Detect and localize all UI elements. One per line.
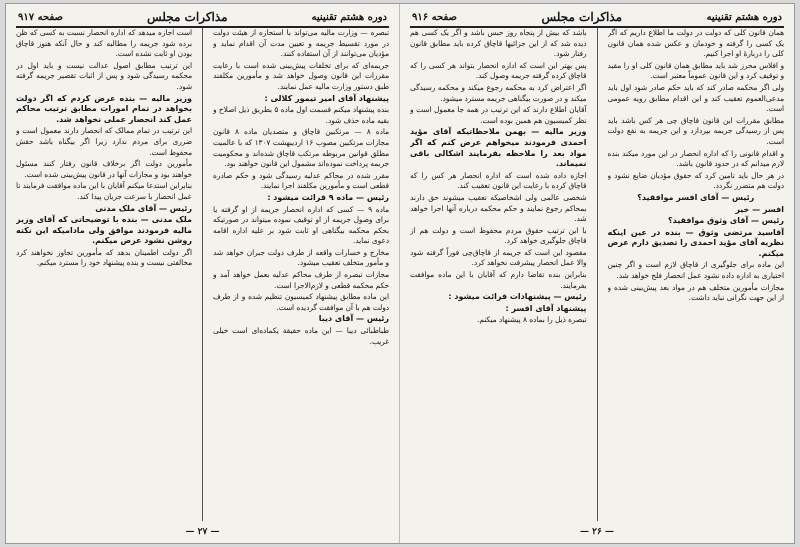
right-page-number: — ۲۶ — — [580, 527, 614, 537]
paragraph: این ترتیب مطابق اصول عدالت نیست و باید اول در محکمه رسیدگی شود و پس از اثبات تقصیر جریمه گرفته شود. — [16, 60, 192, 91]
paragraph: همان قانون کلی که دولت در دولت ما اطلاع داریم که اگر یک کسی را گرفته و خودمان و عکس شده همان قانون کلی را دربارهٔ او اجرا کنیم. — [607, 28, 784, 59]
speaker-line: رئیس — ماده ۹ قرائت میشود : — [267, 192, 389, 202]
paragraph: بنابراین استدعا میکنم آقایان با این ماده موافقت فرمایند تا عمل انحصار با سرعت جریان پیدا کند. — [16, 181, 192, 201]
speaker-line: آقاسید مرتضی وثوق — بنده در عین اینکه نظریه آقای مؤید احمدی را تصدیق دارم عرض میکنم. — [607, 227, 784, 258]
paragraph: تبصره — وزارت مالیه می‌تواند با استجازه از هیئت دولت در مورد تقسیط جریمه و تعیین مدت آن اقدام نماید و مؤدیان می‌توانند از آن استفاده کنند. — [213, 28, 389, 59]
speaker-line: پیشنهاد آقای افسر : — [505, 303, 587, 313]
right-page-column-right — [608, 28, 785, 521]
paragraph: مطابق مقررات این قانون قاچاق چی هر کس باشد باید پس از رسیدگی جریمه بپردازد و این جریمه به نفع دولت است. — [607, 115, 784, 146]
paragraph: این ماده برای جلوگیری از قاچاق لازم است و اگر چنین اختیاری به اداره داده نشود عمل انحصار فلج خواهد شد. — [607, 260, 784, 281]
speaker-line: ملک مدنی — بنده با توضیحاتی که آقای وزیر مالیه فرمودند موافق ولی مادامیکه این نکته روشن نشود عرض میکنم. — [16, 215, 192, 246]
left-page-column-right — [213, 28, 389, 521]
paragraph: اگر اعتراض کرد به محکمه رجوع میکند و محکمه رسیدگی میکند و در صورت بیگناهی جریمه مسترد میشود. — [410, 82, 587, 103]
speaker-line: رئیس — آقای وثوق موافقید؟ — [667, 216, 784, 226]
right-header-session: دوره هشتم تقنینیه — [706, 11, 782, 23]
paragraph: ماده ۹ — کسی که اداره انحصار جریمه از او گرفته یا برای وصول جریمه از او توقیف نموده میتواند در صورتیکه بحکم محکمه بیگناهی او ثابت شود بر علیه اداره اقامه دعوی نماید. — [213, 204, 389, 246]
paragraph: شخصی عالمی ولی اشخاصیکه تعقیب میشوند حق دارند بمحاکم رجوع نمایند و حکم محکمه درباره آنها اجرا خواهد شد. — [410, 192, 587, 224]
left-header-session: دوره هشتم تقنینیه — [311, 11, 387, 23]
left-page-number: — ۲۷ — — [185, 527, 220, 537]
right-page-columns — [410, 28, 784, 521]
speaker-line: رئیس — آقای افسر موافقید؟ — [637, 192, 755, 202]
left-page — [6, 4, 400, 543]
paragraph: باشد که بیش از پنجاه روز حبس باشد و اگر یک کسی هم دیده شد که از این جزائیها قاچاق کرده باید مطابق قانون رفتار شود. — [410, 28, 587, 59]
paragraph: بنده پیشنهاد میکنم قسمت اول ماده ۵ بطریق ذیل اصلاح و بقیه ماده حذف شود. — [213, 105, 389, 125]
paragraph: این ماده مطابق پیشنهاد کمیسیون تنظیم شده و از طرف دولت هم با آن موافقت گردیده است. — [213, 292, 389, 312]
paragraph: مأمورین دولت اگر برخلاف قانون رفتار کنند مسئول خواهند بود و مجازات آنها در قانون پیش‌بینی شده است. — [16, 159, 192, 179]
left-page-columns — [16, 28, 389, 521]
speaker-line: وزیر مالیه — بهمن ملاحظاتیکه آقای مؤید احمدی فرمودند میخواهم عرض کنم که اگر مواد بعد را ملاحظه بفرمایند اشکالی باقی نمیماند. — [410, 127, 587, 169]
paragraph: طباطبائی دیبا — این ماده حقیقة یکماده‌ای است خیلی غریب. — [213, 326, 389, 346]
paragraph: مقصود این است که جریمه از قاچاق‌چی فوراً گرفته شود والا عمل انحصار پیشرفت نخواهد کرد. — [410, 247, 587, 268]
paragraph: بنابراین بنده تقاضا دارم که آقایان با این ماده موافقت بفرمایند. — [410, 270, 587, 290]
paragraph: مقرر شده در محاکم عدلیه رسیدگی شود و حکم صادره قطعی است و مأمورین مکلفند اجرا نمایند. — [213, 170, 389, 191]
paragraph: مجازات تبصره از طرف محاکم عدلیه بعمل خواهد آمد و حکم محکمه قطعی و لازم‌الاجرا است. — [213, 270, 389, 290]
paragraph: ماده ۸ — مرتکبین قاچاق و متصدیان ماده ۸ قانون مجازات مرتکبین مصوب ۱۶ اردیبهشت ۱۳۰۷ که با عالمیت مطلق قوانین مربوطه مرتکب قاچاق شده‌اند و محکومیت جریمه پرداخت نموده‌اند مشمول این قانون خواهند بود. — [213, 127, 389, 169]
speaker-line: رئیس — آقای ملک مدنی — [95, 203, 192, 213]
right-page-footer — [410, 527, 784, 537]
left-page-footer — [16, 527, 389, 537]
speaker-line: رئیس — پیشنهادات قرائت میشود : — [448, 292, 587, 302]
right-page — [400, 4, 794, 543]
right-page-column-left — [410, 28, 587, 521]
paragraph: ولی اگر محکمه صادر کند که باید حکم صادر شود اول باید مدعی‌العموم تعقیب کند و این اقدام مطابق رویه عمومی است. — [607, 82, 784, 114]
book-spread — [6, 4, 794, 543]
right-header-page-label: صفحه ۹۱۶ — [412, 11, 457, 23]
paragraph: با این ترتیب حقوق مردم محفوظ است و دولت هم از قاچاق جلوگیری خواهد کرد. — [410, 225, 587, 246]
paragraph: پس بهتر این است که اداره انحصار بتواند هر کسی را که قاچاق کرده گرفته جریمه وصول کند. — [410, 60, 587, 81]
left-header-page-label: صفحه ۹۱۷ — [18, 11, 63, 23]
speaker-line: وزیر مالیه — بنده عرض کردم که اگر دولت بخواهد در تمام امورات مطابق ترتیب محاکم عمل کند انحصار عملی نخواهد شد. — [16, 93, 192, 124]
column-divider — [597, 28, 598, 521]
right-header-title: مذاکرات مجلس — [541, 10, 623, 24]
paragraph: این ترتیب در تمام ممالک که انحصار دارند معمول است و ضرری برای مردم ندارد زیرا اگر بیگناه باشد حقش محفوظ است. — [16, 126, 192, 157]
paragraph: تبصره ذیل را بماده ۸ پیشنهاد میکنم. — [477, 315, 587, 325]
paragraph: و اقدام قانونی را که اداره انحصار در این مورد میکند بنده لازم میدانم که در حدود قانون باشد. — [607, 148, 784, 169]
speaker-line: پیشنهاد آقای امیر تیمور کلالی : — [264, 93, 389, 103]
paragraph: است اجازه میدهد که اداره انحصار نسبت به کسی که ظن برده شود جریمه را مطالبه کند و حال آنکه هنوز قاچاق بودن او ثابت نشده است. — [16, 28, 192, 59]
speaker-line: افسر — خیر — [735, 204, 784, 214]
paragraph: جریمه‌ای که برای تخلفات پیش‌بینی شده است با رعایت مقررات این قانون وصول خواهد شد و مأمورین مکلفند طبق دستور وزارت مالیه عمل نمایند. — [213, 60, 389, 91]
paragraph: آقایان اطلاع دارند که این ترتیب در همه جا معمول است و نظر کمیسیون هم همین بوده است. — [410, 105, 587, 125]
right-page-header — [410, 10, 784, 28]
speaker-line: رئیس — آقای دیبا — [318, 314, 389, 324]
paragraph: مخارج و خسارات واقعه از طرف دولت جبران خواهد شد و مأمور متخلف تعقیب میشود. — [213, 247, 389, 268]
paragraph: مجازات مأمورین متخلف هم در مواد بعد پیش‌بینی شده و از این جهت نگرانی نباید داشت. — [607, 282, 784, 303]
paragraph: در هر حال باید تامین کرد که حقوق مؤدیان ضایع نشود و دولت هم متضرر نگردد. — [607, 170, 784, 191]
paragraph: اگر دولت اطمینان بدهد که مأمورین تجاوز نخواهند کرد مخالفتی نیست و بنده پیشنهاد خود را مسترد میکنم. — [16, 247, 192, 268]
left-page-column-left — [16, 28, 192, 521]
paragraph: اجازه داده شده است که اداره انحصار هر کس را که قاچاق کرده با رعایت این قانون تعقیب کند. — [410, 170, 587, 191]
column-divider — [202, 28, 203, 521]
left-page-header — [16, 10, 389, 28]
left-header-title: مذاکرات مجلس — [146, 10, 228, 24]
paragraph: و افلاس محرز شد باید مطابق همان قانون کلی او را مقید و توقیف کرد و این قانون عموماً معتبر است. — [607, 60, 784, 81]
